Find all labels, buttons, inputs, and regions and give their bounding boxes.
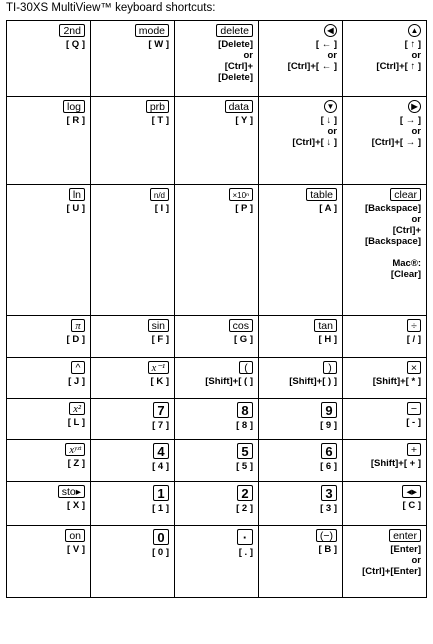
decimal-key[interactable]: ·	[237, 529, 253, 545]
key-row	[345, 188, 421, 201]
shortcut-cell-on	[7, 526, 91, 598]
one-key[interactable]: 1	[153, 485, 169, 501]
shortcut-text: [Enter]	[390, 544, 421, 555]
2nd-key[interactable]: 2nd	[59, 24, 85, 37]
shortcut-cell-nine	[259, 399, 343, 440]
key-row	[9, 485, 85, 498]
shortcut-text: [Shift]+[ + ]	[370, 458, 421, 469]
shortcut-cell-up-arrow	[343, 21, 427, 97]
shortcut-text: or	[411, 555, 421, 566]
key-row	[9, 402, 85, 415]
shortcut-cell-toggle	[343, 482, 427, 526]
enter-key[interactable]: enter	[389, 529, 421, 542]
shortcut-text: or	[327, 50, 337, 61]
shortcut-text: [ ← ]	[315, 39, 337, 50]
shortcut-row	[7, 358, 427, 399]
shortcut-cell-power	[7, 358, 91, 399]
key-row	[93, 485, 169, 501]
key-row	[177, 443, 253, 459]
times-ten-key[interactable]: ×10ⁿ	[229, 188, 254, 201]
power-key[interactable]: ^	[71, 361, 85, 374]
key-row	[345, 402, 421, 415]
nine-key[interactable]: 9	[321, 402, 337, 418]
right-arrow-icon[interactable]: ▶	[408, 100, 421, 113]
key-row	[345, 100, 421, 113]
shortcut-text: [ 5 ]	[236, 461, 253, 472]
key-row	[9, 529, 85, 542]
key-row	[177, 100, 253, 113]
plus-key[interactable]: +	[407, 443, 421, 456]
shortcut-row	[7, 482, 427, 526]
shortcut-cell-pi	[7, 316, 91, 358]
two-key[interactable]: 2	[237, 485, 253, 501]
shortcut-text: [ - ]	[406, 417, 421, 428]
shortcut-text: [ / ]	[406, 334, 421, 345]
five-key[interactable]: 5	[237, 443, 253, 459]
shortcut-text: [ 1 ]	[152, 503, 169, 514]
shortcut-cell-multiply	[343, 358, 427, 399]
shortcut-cell-data	[175, 97, 259, 185]
shortcut-text: [Ctrl]+[ → ]	[371, 137, 421, 148]
shortcut-text: or	[327, 126, 337, 137]
shortcut-cell-right-arrow	[343, 97, 427, 185]
up-arrow-icon[interactable]: ▲	[408, 24, 421, 37]
sin-key[interactable]: sin	[148, 319, 169, 332]
shortcut-text: [ C ]	[402, 500, 421, 511]
shortcut-row	[7, 97, 427, 185]
shortcut-cell-ln	[7, 185, 91, 316]
key-row	[177, 529, 253, 545]
key-row	[261, 319, 337, 332]
variables-key[interactable]: xʸᶻᵗ	[65, 443, 85, 456]
shortcut-cell-down-arrow	[259, 97, 343, 185]
key-row	[177, 24, 253, 37]
shortcut-text: [ L ]	[67, 417, 85, 428]
four-key[interactable]: 4	[153, 443, 169, 459]
key-row	[9, 319, 85, 332]
shortcut-text: [Delete]	[218, 39, 253, 50]
key-row	[93, 402, 169, 418]
data-key[interactable]: data	[225, 100, 253, 113]
left-arrow-icon[interactable]: ◀	[324, 24, 337, 37]
key-row	[9, 443, 85, 456]
key-row	[93, 529, 169, 545]
shortcut-text: [ 2 ]	[236, 503, 253, 514]
minus-key[interactable]: −	[407, 402, 421, 415]
shortcut-text: [ K ]	[150, 376, 169, 387]
shortcut-text: [ B ]	[318, 544, 337, 555]
shortcut-row	[7, 526, 427, 598]
seven-key[interactable]: 7	[153, 402, 169, 418]
shortcut-cell-decimal	[175, 526, 259, 598]
shortcut-text: [Ctrl]+	[224, 61, 253, 72]
clear-key[interactable]: clear	[390, 188, 421, 201]
open-paren-key[interactable]: (	[239, 361, 253, 374]
shortcut-row	[7, 316, 427, 358]
zero-key[interactable]: 0	[153, 529, 169, 545]
shortcut-cell-one	[91, 482, 175, 526]
mode-key[interactable]: mode	[135, 24, 169, 37]
shortcut-text: [Ctrl]+[ ← ]	[287, 61, 337, 72]
shortcut-text: [ 7 ]	[152, 420, 169, 431]
key-row	[93, 188, 169, 201]
shortcut-cell-times-ten	[175, 185, 259, 316]
multiply-key[interactable]: ×	[407, 361, 421, 374]
shortcut-text	[345, 247, 421, 258]
shortcut-text: [Backspace]	[365, 203, 421, 214]
shortcut-cell-delete	[175, 21, 259, 97]
shortcut-text: [ Q ]	[66, 39, 85, 50]
cos-key[interactable]: cos	[229, 319, 253, 332]
shortcut-text: [ H ]	[318, 334, 337, 345]
shortcut-text: [ W ]	[148, 39, 169, 50]
eight-key[interactable]: 8	[237, 402, 253, 418]
key-row	[345, 443, 421, 456]
page-title: TI-30XS MultiView™ keyboard shortcuts:	[6, 2, 216, 14]
shortcut-row	[7, 21, 427, 97]
shortcut-text: [ Y ]	[235, 115, 253, 126]
key-row	[345, 24, 421, 37]
shortcut-text: [Clear]	[390, 269, 421, 280]
key-row	[177, 361, 253, 374]
shortcut-row	[7, 185, 427, 316]
shortcut-text: [ D ]	[66, 334, 85, 345]
key-row	[93, 443, 169, 459]
shortcut-text: [ T ]	[151, 115, 169, 126]
key-row	[9, 361, 85, 374]
key-row	[177, 319, 253, 332]
key-row	[177, 402, 253, 418]
shortcut-text: [Ctrl]+[ ↓ ]	[292, 137, 337, 148]
shortcut-cell-cos	[175, 316, 259, 358]
shortcut-text: [ . ]	[238, 547, 253, 558]
tan-key[interactable]: tan	[314, 319, 337, 332]
prb-key[interactable]: prb	[146, 100, 169, 113]
shortcut-cell-sto	[7, 482, 91, 526]
key-row	[177, 188, 253, 201]
log-key[interactable]: log	[63, 100, 85, 113]
shortcut-text: [ 4 ]	[152, 461, 169, 472]
shortcut-cell-fraction	[91, 185, 175, 316]
shortcut-cell-seven	[91, 399, 175, 440]
ln-key[interactable]: ln	[69, 188, 85, 201]
shortcut-text: [Backspace]	[365, 236, 421, 247]
shortcut-text: or	[411, 126, 421, 137]
shortcut-text: [Shift]+[ ) ]	[289, 376, 337, 387]
key-row	[9, 100, 85, 113]
shortcut-cell-six	[259, 440, 343, 482]
shortcut-cell-eight	[175, 399, 259, 440]
shortcut-cell-clear	[343, 185, 427, 316]
shortcut-text: [ I ]	[154, 203, 169, 214]
down-arrow-icon[interactable]: ▼	[324, 100, 337, 113]
shortcut-text: [Shift]+[ ( ]	[205, 376, 253, 387]
negative-key[interactable]: (−)	[316, 529, 337, 542]
shortcut-cell-enter	[343, 526, 427, 598]
shortcut-text: [ 9 ]	[320, 420, 337, 431]
key-row	[93, 319, 169, 332]
shortcut-cell-two	[175, 482, 259, 526]
shortcut-cell-negative	[259, 526, 343, 598]
shortcut-text: [ V ]	[67, 544, 85, 555]
shortcut-cell-variables	[7, 440, 91, 482]
key-row	[261, 485, 337, 501]
shortcut-cell-open-paren	[175, 358, 259, 399]
key-row	[345, 529, 421, 542]
shortcut-cell-plus	[343, 440, 427, 482]
shortcut-cell-divide	[343, 316, 427, 358]
shortcut-text: [ 8 ]	[236, 420, 253, 431]
reciprocal-key[interactable]: x⁻¹	[148, 361, 169, 374]
shortcut-cell-2nd	[7, 21, 91, 97]
shortcut-cell-prb	[91, 97, 175, 185]
shortcut-cell-three	[259, 482, 343, 526]
key-row	[261, 529, 337, 542]
shortcut-text: [Delete]	[218, 72, 253, 83]
close-paren-key[interactable]: )	[323, 361, 337, 374]
key-row	[93, 361, 169, 374]
shortcut-text: or	[243, 50, 253, 61]
shortcut-text: [ A ]	[319, 203, 337, 214]
fraction-key[interactable]: n/d	[150, 188, 169, 201]
shortcut-text: [ G ]	[234, 334, 253, 345]
three-key[interactable]: 3	[321, 485, 337, 501]
divide-key[interactable]: ÷	[407, 319, 421, 332]
key-row	[177, 485, 253, 501]
shortcut-row	[7, 399, 427, 440]
key-row	[261, 100, 337, 113]
key-row	[261, 24, 337, 37]
shortcut-cell-zero	[91, 526, 175, 598]
shortcut-text: [ 0 ]	[152, 547, 169, 558]
shortcut-cell-square	[7, 399, 91, 440]
shortcut-text: [ J ]	[68, 376, 85, 387]
shortcut-text: [ → ]	[399, 115, 421, 126]
shortcut-table	[6, 20, 427, 598]
shortcut-text: [ X ]	[67, 500, 85, 511]
sto-key[interactable]: sto▸	[58, 485, 85, 498]
shortcut-row	[7, 440, 427, 482]
square-key[interactable]: x²	[69, 402, 85, 415]
shortcut-cell-five	[175, 440, 259, 482]
shortcut-text: [Ctrl]+[ ↑ ]	[376, 61, 421, 72]
shortcut-cell-minus	[343, 399, 427, 440]
shortcut-cell-left-arrow	[259, 21, 343, 97]
shortcut-text: [ F ]	[151, 334, 169, 345]
shortcut-text: [ U ]	[66, 203, 85, 214]
key-row	[261, 188, 337, 201]
key-row	[345, 361, 421, 374]
shortcut-cell-log	[7, 97, 91, 185]
key-row	[93, 24, 169, 37]
shortcut-text: [ 6 ]	[320, 461, 337, 472]
key-row	[261, 443, 337, 459]
key-row	[9, 188, 85, 201]
shortcut-cell-close-paren	[259, 358, 343, 399]
shortcut-cell-reciprocal	[91, 358, 175, 399]
shortcut-cell-mode	[91, 21, 175, 97]
toggle-key[interactable]: ◂▸	[402, 485, 421, 498]
key-row	[261, 402, 337, 418]
key-row	[9, 24, 85, 37]
shortcut-text: [ ↑ ]	[404, 39, 421, 50]
shortcut-text: or	[411, 50, 421, 61]
six-key[interactable]: 6	[321, 443, 337, 459]
shortcut-text: [Ctrl]+[Enter]	[362, 566, 421, 577]
shortcut-text: Mac®:	[392, 258, 421, 269]
shortcut-text: [ ↓ ]	[320, 115, 337, 126]
shortcut-text: [ Z ]	[67, 458, 85, 469]
shortcut-text: [Ctrl]+	[392, 225, 421, 236]
pi-key[interactable]: π	[71, 319, 85, 332]
key-row	[345, 319, 421, 332]
key-row	[345, 485, 421, 498]
on-key[interactable]: on	[65, 529, 85, 542]
key-row	[261, 361, 337, 374]
shortcut-cell-sin	[91, 316, 175, 358]
delete-key[interactable]: delete	[216, 24, 253, 37]
shortcut-cell-table	[259, 185, 343, 316]
key-row	[93, 100, 169, 113]
shortcut-text: [Shift]+[ * ]	[372, 376, 421, 387]
shortcut-cell-four	[91, 440, 175, 482]
shortcut-cell-tan	[259, 316, 343, 358]
shortcut-text: [ P ]	[235, 203, 253, 214]
table-key[interactable]: table	[306, 188, 337, 201]
shortcut-text: or	[411, 214, 421, 225]
shortcut-text: [ 3 ]	[320, 503, 337, 514]
shortcut-text: [ R ]	[66, 115, 85, 126]
